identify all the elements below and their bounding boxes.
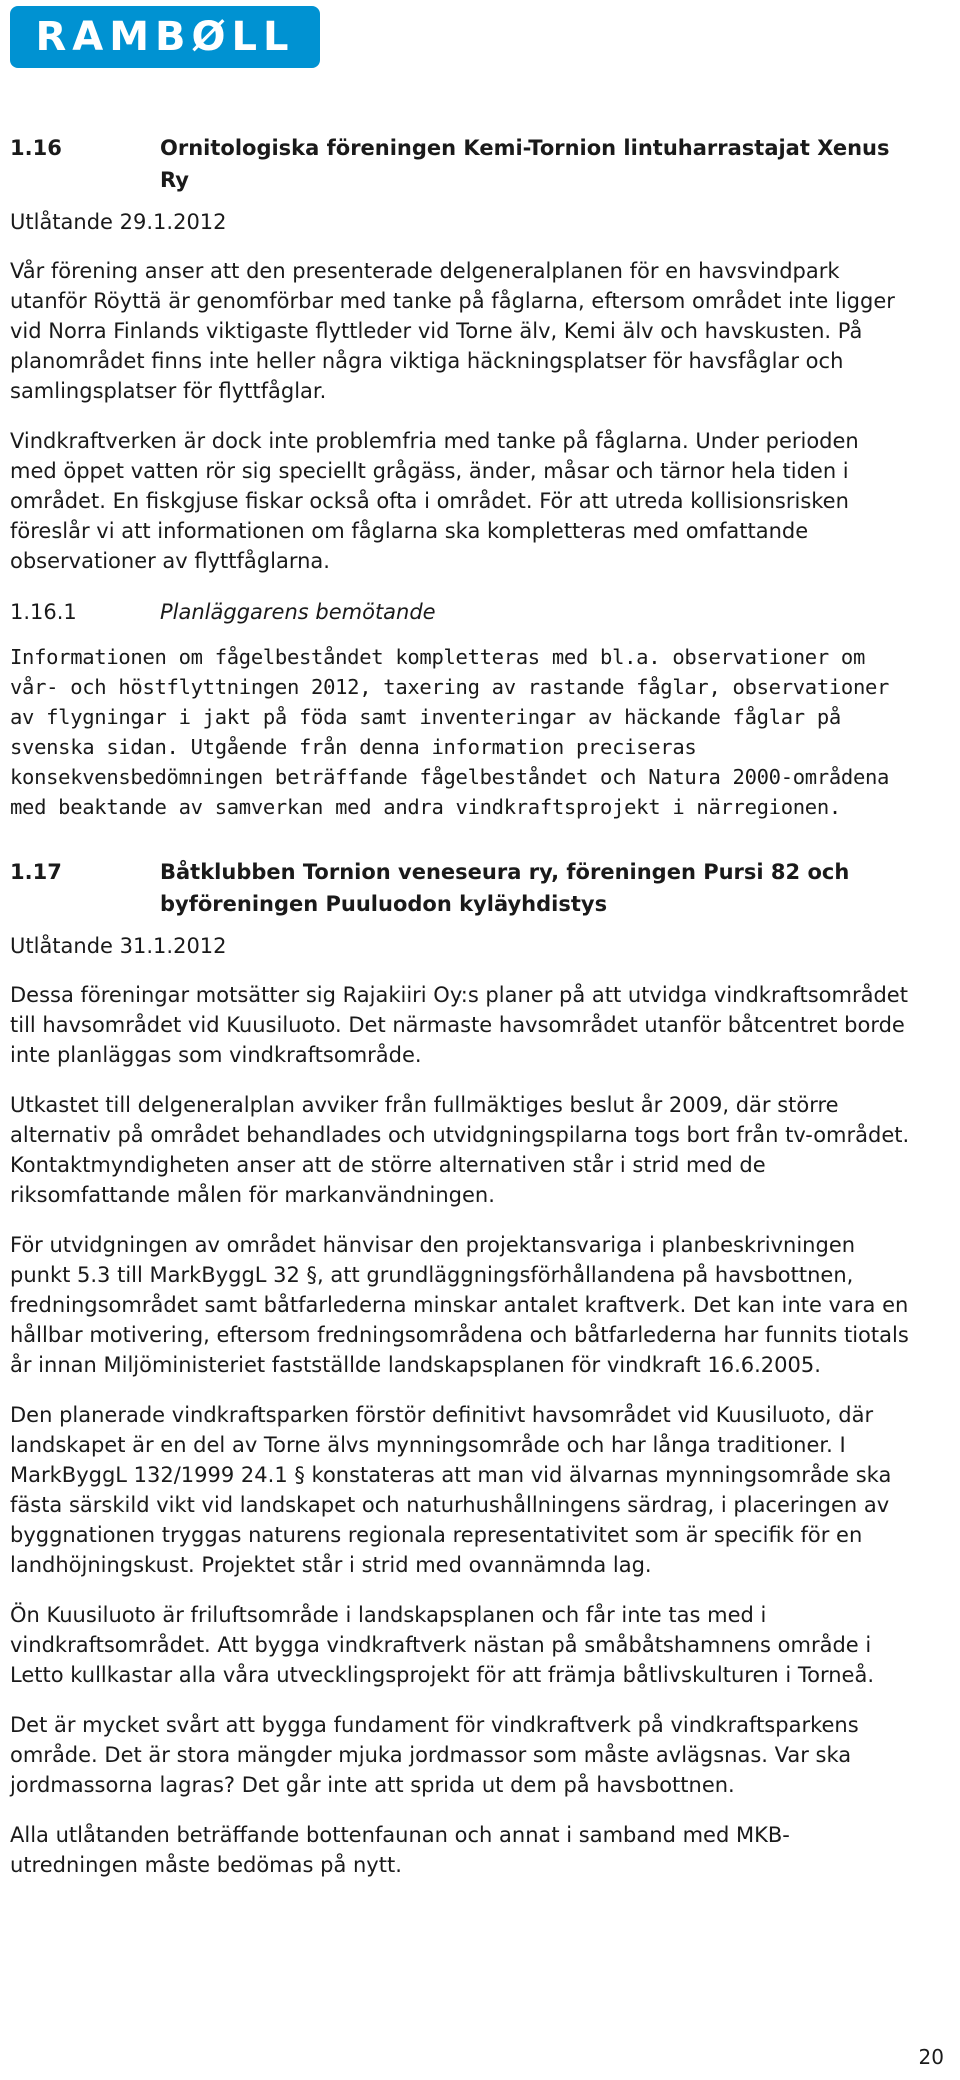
paragraph: Vår förening anser att den presenterade delgeneralplanen för en havsvindpark utanför Röyttä är genomförbar med tanke på fåglarna, eftersom området inte ligger vid Norra Finlands viktigaste flyttleder vid Torne älv, Kemi älv och havskusten. På planområdet finns inte heller några viktiga häckningsplatser för havsfåglar och samlingsplatser för flyttfåglar.: [10, 259, 895, 403]
paragraph: Det är mycket svårt att bygga fundament för vindkraftverk på vindkraftsparkens område. Det är stora mängder mjuka jordmassor som måste avlägsnas. Var ska jordmassorna lagras? Det går inte att sprida ut dem på havsbottnen.: [10, 1713, 859, 1797]
section-number: 1.17: [10, 860, 62, 884]
section-gap: [10, 842, 910, 856]
section-heading-1-16: [10, 132, 910, 196]
response-paragraph: Informationen om fågelbeståndet kompletteras med bl.a. observationer om vår- och höstflyttningen 2012, taxering av rastande fåglar, observationer av flygningar i jakt på föda samt inventeringar av häckande fåglar på svenska sidan. Utgående från denna information preciseras konsekvensbedömningen beträffande fågelbeståndet och Natura 2000-områdena med beaktande av samverkan med andra vindkraftsprojekt i närregionen.: [10, 645, 890, 819]
paragraph: Alla utlåtanden beträffande bottenfaunan och annat i samband med MKB-utredningen måste bedömas på nytt.: [10, 1823, 790, 1877]
logo-text: RAMBØLL: [35, 14, 295, 60]
ramboll-logo: [10, 6, 320, 68]
subsection-title: Planläggarens bemötande: [160, 600, 436, 624]
paragraph: Vindkraftverken är dock inte problemfria med tanke på fåglarna. Under perioden med öppet vatten rör sig speciellt grågäss, änder, måsar och tärnor hela tiden i området. En fiskgjuse fiskar också ofta i området. För att utreda kollisionsrisken föreslår vi att informationen om fåglarna ska kompletteras med omfattande observationer av flyttfåglarna.: [10, 429, 859, 573]
paragraph: Ön Kuusiluoto är friluftsområde i landskapsplanen och får inte tas med i vindkraftsområdet. Att bygga vindkraftverk nästan på småbåtshamnens område i Letto kullkastar alla våra utvecklingsprojekt för att främja båtlivskulturen i Torneå.: [10, 1603, 875, 1687]
document-body: [10, 132, 910, 1900]
section-heading-1-17: [10, 856, 910, 920]
paragraph: Den planerade vindkraftsparken förstör definitivt havsområdet vid Kuusiluoto, där landskapet är en del av Torne älvs mynningsområde och har långa traditioner. I MarkByggL 132/1999 24.1 § konstateras att man vid älvarnas mynningsområde ska fästa särskild vikt vid landskapet och naturhushållningens särdrag, i placeringen av byggnationen tryggas naturens regionala representativitet som är specifik för en landhöjningskust. Projektet står i strid med ovannämnda lag.: [10, 1403, 892, 1577]
subsection-number: 1.16.1: [10, 600, 77, 624]
paragraph: Utkastet till delgeneralplan avviker från fullmäktiges beslut år 2009, där större alternativ på området behandlades och utvidgningspilarna togs bort från tv-området. Kontaktmyndigheten anser att de större alternativen står i strid med de riksomfattande målen för markanvändningen.: [10, 1093, 910, 1207]
page-number: 20: [918, 2045, 944, 2069]
section-title: Ornitologiska föreningen Kemi-Tornion lintuharrastajat Xenus Ry: [160, 136, 890, 192]
statement-date: Utlåtande 29.1.2012: [10, 210, 227, 234]
statement-date: Utlåtande 31.1.2012: [10, 934, 227, 958]
paragraph: För utvidgningen av området hänvisar den projektansvariga i planbeskrivningen punkt 5.3 till MarkByggL 32 §, att grundläggningsförhållandena på havsbottnen, fredningsområdet samt båtfarlederna minskar antalet kraftverk. Det kan inte vara en hållbar motivering, eftersom fredningsområdena och båtfarlederna har funnits tiotals år innan Miljöministeriet fastställde landskapsplanen för vindkraft 16.6.2005.: [10, 1233, 909, 1377]
section-title: Båtklubben Tornion veneseura ry, föreningen Pursi 82 och byföreningen Puuluodon kyläyhdistys: [160, 860, 850, 916]
paragraph: Dessa föreningar motsätter sig Rajakiiri Oy:s planer på att utvidga vindkraftsområdet till havsområdet vid Kuusiluoto. Det närmaste havsområdet utanför båtcentret borde inte planläggas som vindkraftsområde.: [10, 983, 908, 1067]
section-number: 1.16: [10, 136, 62, 160]
subsection-heading-1-16-1: [10, 596, 910, 628]
